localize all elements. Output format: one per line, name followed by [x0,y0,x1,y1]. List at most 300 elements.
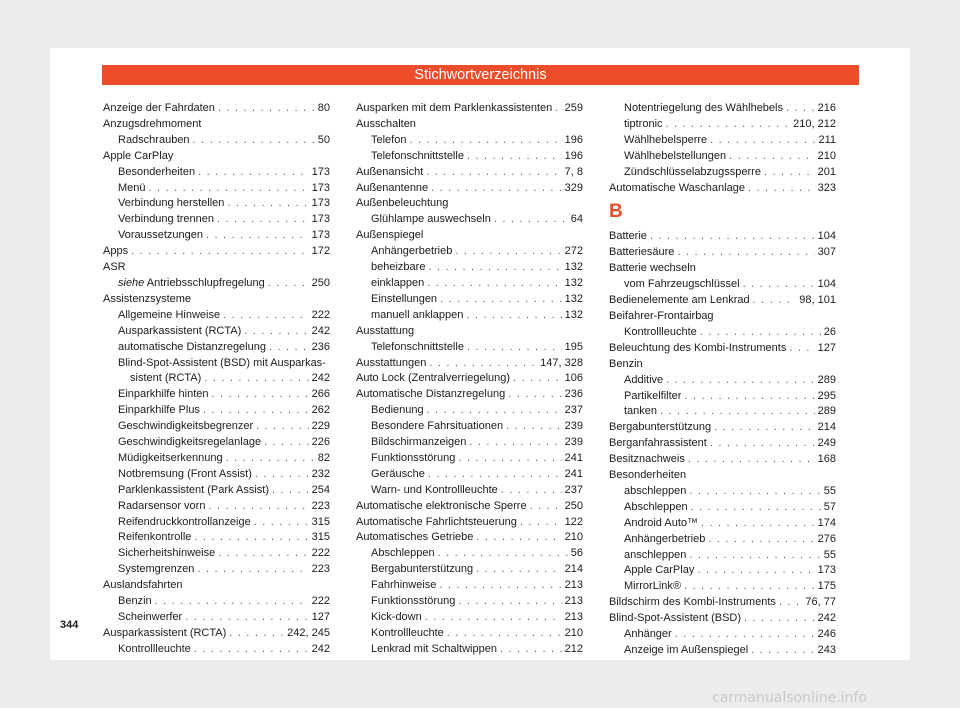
dot-leader [428,467,562,483]
dot-leader [748,181,815,197]
index-term: Voraussetzungen [118,229,204,242]
index-entry [103,212,330,228]
index-entry [609,277,836,293]
index-entry [356,165,583,181]
index-page-ref: 242, 245 [287,626,330,639]
index-entry [103,515,330,531]
index-term: Kontrollleuchte [624,325,697,338]
index-page-ref: 132 [564,261,583,274]
index-term: Systemgrenzen [118,563,195,576]
index-page-ref: 222 [311,308,330,321]
index-term: Warn- und Kontrollleuchte [371,483,498,496]
index-page-ref: 173 [311,229,330,242]
index-page-ref: 223 [311,563,330,576]
index-term: Ausstattung [356,324,415,337]
index-entry [356,546,583,562]
index-entry [103,499,330,515]
index-page-ref: 315 [311,515,330,528]
dot-leader [710,436,815,452]
dot-leader [789,341,814,357]
dot-leader [689,548,820,564]
index-entry [103,419,330,435]
index-page-ref: 26 [823,325,836,338]
index-term: Ausschalten [356,117,416,130]
index-term: Anhänger [624,628,672,641]
index-term: Lenkrad mit Schaltwippen [371,642,497,655]
index-entry [609,149,836,165]
index-term: tiptronic [624,117,663,130]
index-entry [103,292,330,308]
index-term: Sicherheitshinweise [118,547,216,560]
index-term: Wählhebelstellungen [624,149,727,162]
dot-leader [466,308,561,324]
dot-leader [426,165,561,181]
index-page-ref: 243 [817,644,836,656]
dot-leader [677,245,814,261]
index-term: Wählhebelsperre [624,133,708,146]
index-entry [356,435,583,451]
index-term: Blind-Spot-Assistent (BSD) mit Ausparkas- [118,356,326,369]
index-entry [609,516,836,532]
index-column-3 [609,101,836,659]
index-term: Additive [624,373,664,386]
dot-leader [684,389,814,405]
index-entry [356,276,583,292]
dot-leader [689,484,820,500]
index-page-ref: 272 [564,245,583,258]
index-page-ref: 213 [564,595,583,608]
index-page-ref: 80 [317,102,330,114]
index-entry [356,292,583,308]
index-term: anschleppen [624,548,687,561]
dot-leader [764,165,815,181]
index-page-ref: 289 [817,373,836,386]
index-entry [609,101,836,117]
index-entry [356,515,583,531]
index-term: Bergabunterstützung [609,421,712,434]
dot-leader [701,516,815,532]
dot-leader [691,500,821,516]
index-term: Verbindung trennen [118,213,215,226]
index-page-ref: 132 [564,276,583,289]
index-page-ref: 262 [311,404,330,417]
index-entry [356,196,583,212]
dot-leader [194,642,309,658]
dot-leader [458,594,561,610]
index-entry [356,530,583,546]
index-entry [609,229,836,245]
index-page-ref: 174 [817,516,836,529]
index-page-ref: 175 [817,580,836,593]
index-entry [103,149,330,165]
dot-leader [226,451,315,467]
index-page-ref: 214 [564,563,583,576]
dot-leader [269,340,309,356]
dot-leader [520,515,562,531]
index-entry [356,340,583,356]
index-term: Abschleppen [624,500,688,513]
index-entry [356,212,583,228]
index-page-ref: 173 [311,165,330,178]
index-entry [103,244,330,260]
index-term: Anzugsdrehmoment [103,117,202,130]
dot-leader [204,371,308,387]
dot-leader [675,627,815,643]
index-entry [609,341,836,357]
index-entry [103,101,330,117]
index-entry [103,228,330,244]
index-term: Geschwindigkeitsregelanlage [118,436,262,449]
index-page-ref: 237 [564,404,583,417]
index-page-ref: 57 [823,500,836,513]
dot-leader [427,276,561,292]
index-term: Benzin [609,357,643,370]
dot-leader [439,578,561,594]
index-term: Batterie wechseln [609,262,696,275]
index-term: Geräusche [371,467,425,480]
index-page-ref: 56 [570,547,583,560]
index-term: Außenantenne [356,181,429,194]
index-page-ref: 237 [564,483,583,496]
index-term: Batterie [609,230,647,243]
index-entry [609,325,836,341]
index-entry [103,387,330,403]
dot-leader [530,499,562,515]
index-page-ref: 64 [570,213,583,226]
index-page-ref: 55 [823,484,836,497]
index-term: Automatische elektronische Sperre [356,499,527,512]
index-entry [356,181,583,197]
index-term: Scheinwerfer [118,611,183,623]
index-term: Berganfahrassistent [609,437,707,450]
index-term: Radarsensor vorn [118,499,206,512]
index-entry [103,562,330,578]
index-letter-heading: B [609,201,623,223]
index-entry [356,387,583,403]
dot-leader [455,244,561,260]
index-term: Besonderheiten [118,165,196,178]
index-page-ref: 147, 328 [540,356,583,369]
dot-leader [268,276,309,292]
index-entry [609,389,836,405]
index-entry [356,403,583,419]
index-term: Assistenzsysteme [103,292,192,305]
index-page-ref: 98, 101 [799,294,836,307]
index-entry [609,532,836,548]
index-term: Ausstattungen [356,356,427,369]
index-term: Außenansicht [356,165,424,178]
index-page-ref: 210, 212 [793,117,836,130]
index-term: Menü [118,181,146,194]
dot-leader [217,212,309,228]
dot-leader [508,387,561,403]
dot-leader [193,133,315,149]
dot-leader [212,387,309,403]
index-page-ref: 242 [311,372,330,385]
index-term: Automatische Waschanlage [609,181,745,194]
index-term: MirrorLink® [624,580,681,593]
index-entry [103,403,330,419]
index-term: Anhängerbetrieb [371,245,453,258]
index-page-ref: 242 [311,642,330,655]
dot-leader [256,419,309,435]
index-page-ref: 276 [817,532,836,545]
index-entry [103,578,330,594]
index-term: Anhängerbetrieb [624,532,706,545]
dot-leader [501,483,562,499]
dot-leader [660,404,815,420]
index-term: Funktionsstörung [371,451,456,464]
index-page-ref: 210 [564,626,583,639]
index-entry [103,530,330,546]
index-page-ref: 210 [817,149,836,162]
index-entry [609,484,836,500]
dot-leader [409,133,561,149]
index-term: Allgemeine Hinweise [118,308,221,321]
index-entry [103,181,330,197]
index-entry [609,627,836,643]
dot-leader [223,308,309,324]
index-term: vom Fahrzeugschlüssel [624,278,740,291]
index-term: automatische Distanzregelung [118,340,266,353]
index-term: Batteriesäure [609,246,675,259]
index-entry [609,611,836,627]
index-entry [356,308,583,324]
index-page-ref: 213 [564,611,583,623]
index-term: Reifenkontrolle [118,531,192,544]
dot-leader [425,610,562,626]
index-entry [609,452,836,468]
index-term: ASR [103,261,126,274]
index-entry [609,373,836,389]
dot-leader [476,562,562,578]
dot-leader [431,181,561,197]
index-term: Automatisches Getriebe [356,531,474,544]
index-page-ref: 212 [564,642,583,655]
index-page-ref: 223 [311,499,330,512]
index-term: Notbremsung (Front Assist) [118,467,252,480]
dot-leader [194,530,308,546]
index-entry [103,483,330,499]
index-page-ref: 222 [311,547,330,560]
dot-leader [688,452,815,468]
index-page-ref: 239 [564,420,583,433]
index-term: Telefonschnittstelle [371,149,464,162]
page-number: 344 [60,619,79,631]
index-entry [609,404,836,420]
index-entry [356,228,583,244]
index-page-ref: 307 [817,246,836,259]
index-entry [356,642,583,658]
index-page-ref: 250 [564,499,583,512]
index-page-ref: 242 [311,324,330,337]
index-entry [609,245,836,261]
index-page-ref: 50 [317,133,330,146]
dot-leader [447,626,562,642]
index-entry [356,356,583,372]
index-entry [356,149,583,165]
index-entry [103,451,330,467]
index-page-ref: 196 [564,149,583,162]
index-page-ref: 266 [311,388,330,401]
index-term: Außenspiegel [356,229,424,242]
index-page-ref: 172 [311,245,330,258]
index-entry [609,579,836,595]
index-term: Reifendruckkontrollanzeige [118,515,251,528]
dot-leader [786,101,815,117]
dot-leader [264,435,309,451]
index-entry [356,101,583,117]
index-page-ref: 315 [311,531,330,544]
dot-leader [206,228,309,244]
index-term: Müdigkeitserkennung [118,451,223,464]
index-page-ref: 76, 77 [805,596,836,609]
index-entry [103,642,330,658]
index-entry [609,357,836,373]
index-page-ref: 106 [564,372,583,385]
index-entry [356,467,583,483]
index-entry [103,356,330,372]
index-entry [356,133,583,149]
index-term: tanken [624,405,658,418]
dot-leader [272,483,309,499]
index-entry [609,165,836,181]
dot-leader [255,467,309,483]
index-term: Beifahrer-Frontairbag [609,309,714,322]
index-page-ref: 295 [817,389,836,402]
dot-leader [700,325,821,341]
index-page-ref: 82 [317,451,330,464]
dot-leader [427,403,562,419]
index-page-ref: 249 [817,437,836,450]
index-column-2 [356,101,583,658]
index-term: abschleppen [624,484,687,497]
watermark-footer: carmanualsonline.info [712,690,867,706]
dot-leader [506,419,562,435]
index-term: Benzin [118,595,152,608]
index-entry [609,293,836,309]
index-entry [609,548,836,564]
dot-leader [229,626,284,642]
index-entry [103,371,330,387]
dot-leader [469,435,561,451]
index-entry [609,181,836,197]
index-term: Fahrhinweise [371,579,437,592]
dot-leader [197,562,308,578]
index-term: Apple CarPlay [624,564,695,577]
dot-leader [513,371,562,387]
index-entry [356,499,583,515]
index-entry [103,467,330,483]
index-page-ref: 132 [564,292,583,305]
index-entry [103,340,330,356]
dot-leader [218,546,308,562]
index-page-ref: 173 [311,181,330,194]
index-term: Kontrollleuchte [118,642,191,655]
dot-leader [494,212,568,228]
index-entry [356,260,583,276]
index-term: Anzeige im Außenspiegel [624,644,749,656]
dot-leader [254,515,309,531]
index-page-ref: 213 [564,579,583,592]
index-term: Bildschirmanzeigen [371,436,467,449]
dot-leader [131,244,309,260]
index-page-ref: 222 [311,595,330,608]
dot-leader [666,373,815,389]
dot-leader [458,451,561,467]
index-term: Automatische Fahrlichtsteuerung [356,515,517,528]
index-page-ref: 323 [817,181,836,194]
index-entry [103,626,330,642]
index-column-1 [103,101,330,658]
index-term [118,276,265,292]
index-entry [609,595,836,611]
index-page-ref: 104 [817,278,836,291]
index-entry [103,594,330,610]
index-term: Auslandsfahrten [103,579,183,592]
dot-leader [779,595,803,611]
index-entry [103,276,330,292]
index-page-ref: 216 [817,102,836,114]
index-entry [356,451,583,467]
dot-leader [185,610,308,626]
index-term-text: Antriebsschlupfregelung [144,276,265,289]
index-term: Radschrauben [118,133,190,146]
index-entry [356,419,583,435]
index-term: Glühlampe auswechseln [371,213,491,226]
index-term: Kick-down [371,611,422,623]
index-page-ref: 196 [564,133,583,146]
dot-leader [467,340,562,356]
index-page-ref: 241 [564,467,583,480]
index-term: Auto Lock (Zentralverriegelung) [356,372,511,385]
index-page-ref: 122 [564,515,583,528]
index-term: Ausparkassistent (RCTA) [118,324,242,337]
index-entry [609,563,836,579]
index-entry [103,435,330,451]
index-entry [103,308,330,324]
index-entry [356,594,583,610]
index-page-ref: 246 [817,628,836,641]
dot-leader [744,611,815,627]
index-page-ref: 195 [564,340,583,353]
index-page-ref: 173 [311,213,330,226]
index-entry [103,546,330,562]
index-term: Einparkhilfe Plus [118,404,200,417]
index-entry [103,133,330,149]
index-entry [103,196,330,212]
index-page-ref: 241 [564,451,583,464]
dot-leader [708,532,814,548]
dot-leader [684,579,815,595]
index-term: Ausparken mit dem Parklenkassistenten [356,102,553,114]
index-page-ref: 201 [817,165,836,178]
index-page-ref: 239 [564,436,583,449]
dot-leader [666,117,791,133]
index-page-ref: 210 [564,531,583,544]
index-entry [609,468,836,484]
index-term: Parklenkassistent (Park Assist) [118,483,269,496]
index-term: Notentriegelung des Wählhebels [624,102,783,114]
index-term: Geschwindigkeitsbegrenzer [118,420,254,433]
index-entry [356,562,583,578]
index-entry [609,420,836,436]
index-term: Bedienung [371,404,424,417]
dot-leader [729,149,815,165]
dot-leader [500,642,562,658]
index-term: Blind-Spot-Assistent (BSD) [609,612,742,625]
index-entry [609,133,836,149]
